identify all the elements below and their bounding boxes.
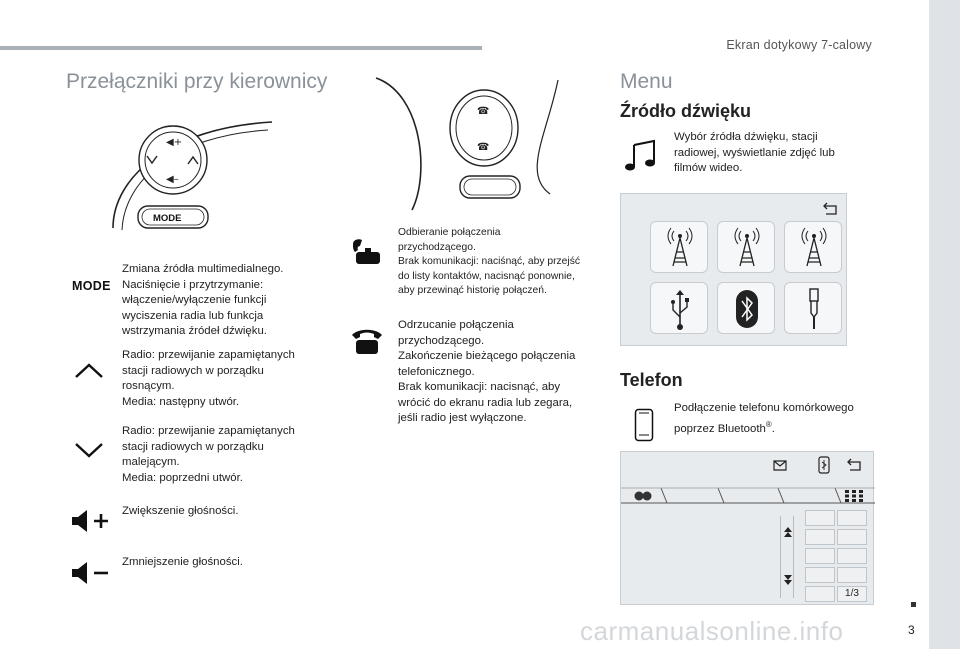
keypad-key[interactable] [805,567,835,583]
phone-answer-icon [350,236,384,266]
volume-up-icon [70,508,112,534]
phone-tab-strip [621,487,875,505]
phone-section-text: Podłączenie telefonu komórkowego poprzez Bluetooth [674,402,854,435]
usb-tile[interactable] [650,282,708,334]
svg-text:◀+: ◀+ [166,137,183,148]
phone-answer-description: Odbieranie połączenia przychodzącego. Brak komunikacji: naciśnąć, aby przejść do listy kontaktów, nacisnąć ponownie, aby przewinąć historię połączeń. [398,227,580,296]
volume-down-icon [70,560,112,586]
keypad-key[interactable] [837,548,867,564]
bluetooth-icon [718,283,776,335]
keypad-key[interactable] [805,510,835,526]
scroll-up-icon[interactable] [783,526,793,538]
page-indicator[interactable]: 1/3 [837,586,867,602]
aux-jack-icon [785,283,843,335]
phone-keypad-grid [805,510,867,604]
chevron-up-icon [74,362,104,380]
phone-section-description [674,401,874,437]
radio-antenna-icon [651,222,709,274]
svg-text:☎: ☎ [477,142,490,153]
radio-dab-tile[interactable] [784,221,842,273]
header-divider [0,46,482,50]
volume-up-description: Zwiększenie głośności. [122,505,239,517]
keypad-key[interactable] [805,586,835,602]
aux-tile[interactable] [784,282,842,334]
audio-section-title: Źródło dźwięku [620,101,752,121]
mode-description: Zmiana źródła multimedialnego. Naciśnięcie i przytrzymanie: włączenie/wyłączenie funkcji wyciszenia radia lub funkcja wstrzymania źródeł dźwięku. [122,263,284,337]
keypad-key[interactable] [837,510,867,526]
keypad-key[interactable] [837,567,867,583]
scroll-bar[interactable] [780,516,794,598]
radio-antenna-icon [785,222,843,274]
keypad-key[interactable] [805,548,835,564]
radio-am-tile[interactable] [717,221,775,273]
smartphone-icon [634,408,654,442]
section-title-menu: Menu [620,70,673,93]
mode-label-icon: MODE [72,279,111,293]
back-icon[interactable] [821,202,839,216]
keypad-key[interactable] [837,529,867,545]
bluetooth-tile[interactable] [717,282,775,334]
phone-hangup-description: Odrzucanie połączenia przychodzącego. Zakończenie bieżącego połączenia telefonicznego. Brak komunikacji: nacisnąć, aby wrócić do ekranu radia lub zegara, jeśli radio jest wyłączone. [398,319,576,424]
music-note-icon [624,139,658,171]
settings-icon[interactable] [633,490,653,502]
keypad-icon[interactable] [845,490,863,502]
radio-fm-tile[interactable] [650,221,708,273]
chevron-down-icon [74,441,104,459]
page-marker [911,602,916,607]
watermark: carmanualsonline.info [580,616,844,646]
phone-hangup-icon [350,326,384,356]
phone-section-title: Telefon [620,370,683,390]
phone-screen [620,451,874,605]
audio-source-screen [620,193,847,346]
chapter-title: Ekran dotykowy 7-calowy [726,38,872,52]
keypad-key[interactable] [805,529,835,545]
phone-section-period: . [771,422,775,435]
radio-antenna-icon [718,222,776,274]
chevron-down-description: Radio: przewijanie zapamiętanych stacji radiowych w porządku malejącym. Media: poprzedni utwór. [122,425,295,484]
page-sidebar [929,0,960,649]
audio-section-description: Wybór źródła dźwięku, stacji radiowej, wyświetlanie zdjęć lub filmów wideo. [674,131,835,174]
steering-left-illustration [108,118,280,238]
phone-status-icon[interactable] [817,456,831,474]
back-icon[interactable] [845,458,863,472]
svg-text:MODE: MODE [153,213,182,224]
usb-icon [651,283,709,335]
section-title-steering: Przełączniki przy kierownicy [66,70,328,93]
message-icon[interactable] [773,459,787,471]
steering-right-illustration [372,74,562,214]
chevron-up-description: Radio: przewijanie zapamiętanych stacji radiowych w porządku rosnącym. Media: następny utwór. [122,349,295,408]
scroll-down-icon[interactable] [783,574,793,586]
page-number: 3 [908,623,915,637]
svg-text:◀–: ◀– [166,174,179,185]
volume-down-description: Zmniejszenie głośności. [122,556,243,568]
svg-text:☎: ☎ [477,106,490,117]
registered-mark: ® [765,419,772,429]
